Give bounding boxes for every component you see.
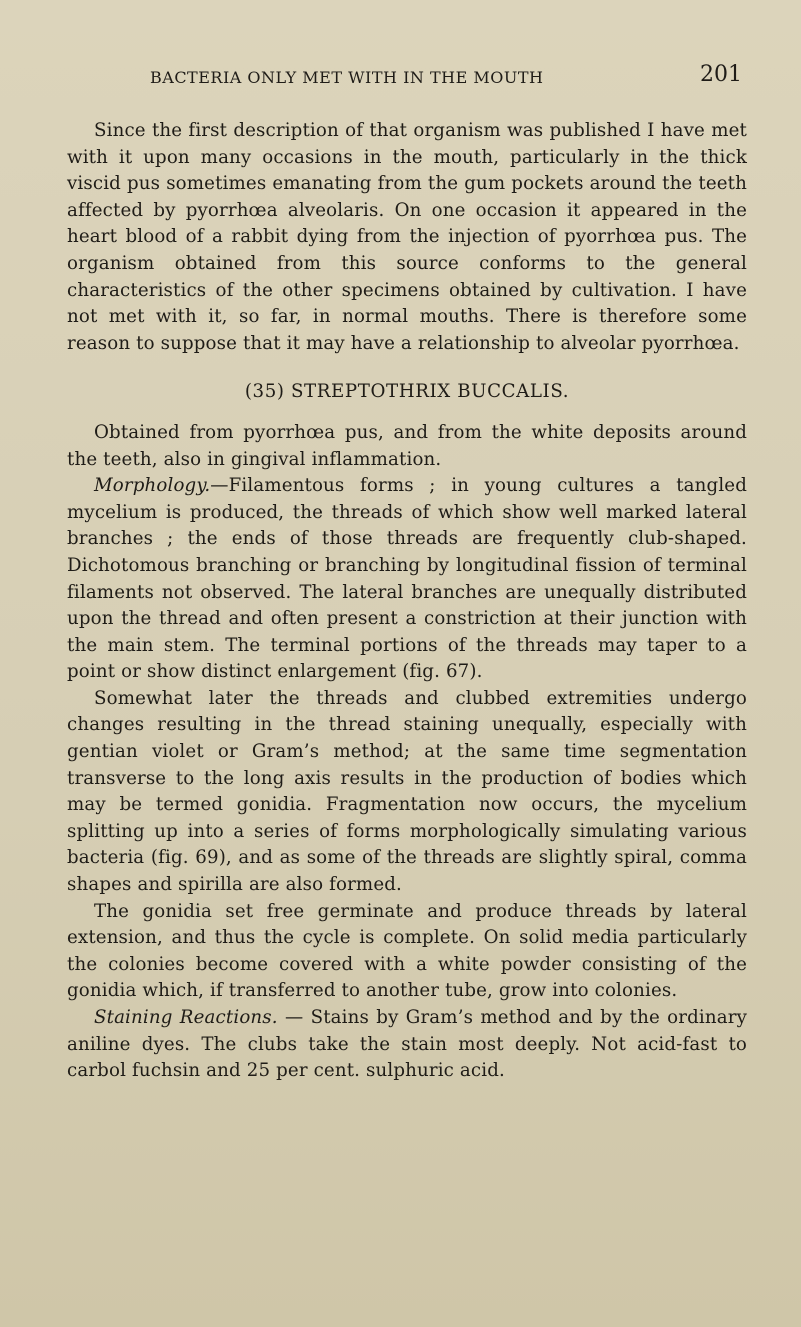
staining-label: Staining Reactions. xyxy=(94,1007,278,1028)
staining-text: — Stains by Gram’s method and by the ordinary aniline dyes. The clubs take the stain most deeply. Not acid-fast to carbol fuchsin and 25 per cent. sulphuric acid. xyxy=(67,1007,748,1082)
morphology-text: —Filamentous forms ; in young cultures a tangled mycelium is produced, the threads of which show well marked lateral branches ; the ends of those threads are frequently club-shaped. Dichotomous branching or branching by longitudinal fission of terminal filaments not observed. The lateral branches are unequally distributed upon the thread and often present a constriction at their junction with the main stem. The terminal portions of the threads may taper to a point or show distinct enlargement (fig. 67). xyxy=(67,475,747,683)
paragraph-source: Obtained from pyorrhœa pus, and from the white deposits around the teeth, also in gingival inflammation. xyxy=(67,421,747,470)
paragraph-segmentation: Somewhat later the threads and clubbed extremities undergo changes resulting in the thread staining unequally, especially with gentian violet or Gram’s method; at the same time segmentation transverse to the long axis results in the production of bodies which may be termed gonidia. Fragmentation now occurs, the mycelium splitting up into a series of forms morphologically simulating various bacteria (fig. 69), and as some of the threads are slightly spiral, comma shapes and spirilla are also formed. xyxy=(67,687,747,896)
paragraph-intro: Since the first description of that organism was published I have met with it upon many occasions in the mouth, particularly in the thick viscid pus sometimes emanating from the gum pockets around the teeth affected by pyorrhœa alveolaris. On one occasion it appeared in the heart blood of a rabbit dying from the injection of pyorrhœa pus. The organism obtained from this source conforms to the general characteristics of the other specimens obtained by cultivation. I have not met with it, so far, in normal mouths. There is therefore some reason to suppose that it may have a relationship to alveolar pyorrhœa. xyxy=(67,120,747,354)
body-text xyxy=(67,118,747,1085)
paragraph-gonidia: The gonidia set free germinate and produce threads by lateral extension, and thus the cycle is complete. On solid media particularly the colonies become covered with a white powder consisting of the gonidia which, if transferred to another tube, grow into colonies. xyxy=(67,900,747,1002)
morphology-label: Morphology. xyxy=(94,475,211,497)
page-number: 201 xyxy=(700,62,742,87)
paragraph-staining xyxy=(67,1005,747,1085)
section-heading: (35) STREPTOTHRIX BUCCALIS. xyxy=(244,381,570,403)
paragraph-morphology xyxy=(67,473,747,686)
running-title: BACTERIA ONLY MET WITH IN THE MOUTH xyxy=(150,68,544,87)
